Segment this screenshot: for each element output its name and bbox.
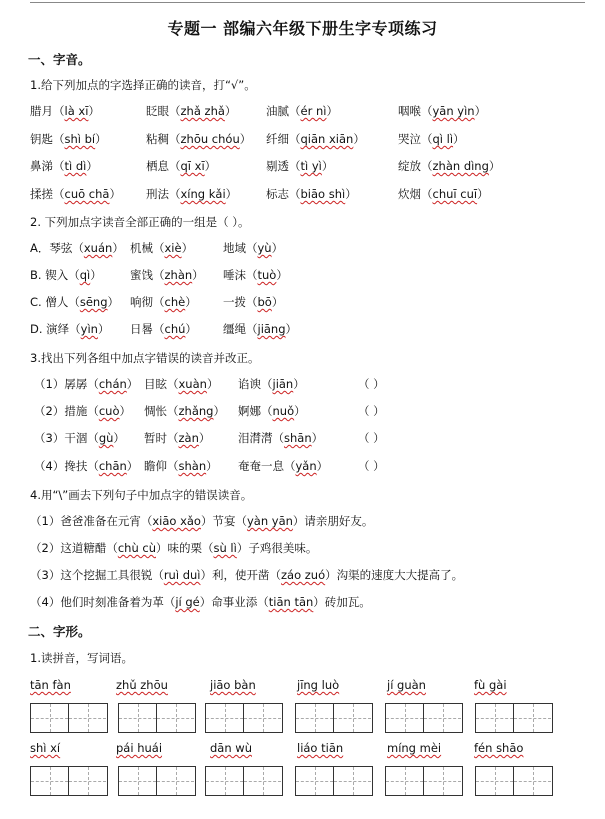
- paren: （: [53, 187, 65, 201]
- q1-item: [266, 103, 338, 119]
- word: 响彻: [130, 295, 153, 309]
- paren: ）: [86, 159, 98, 173]
- pinyin: tiān tān: [268, 595, 314, 609]
- q3-item: [238, 458, 328, 474]
- paren: ）: [453, 132, 465, 146]
- paren: ）: [95, 132, 107, 146]
- paren: ）: [204, 159, 217, 173]
- paren: （: [87, 459, 99, 473]
- text: （2）这道糖醋（: [30, 541, 118, 555]
- word: 缰绳: [223, 322, 246, 336]
- paren: ）: [185, 295, 197, 309]
- paren: （: [261, 377, 273, 391]
- pinyin: xíng kǎi: [180, 187, 226, 201]
- q1-item: [30, 103, 100, 119]
- word: 婀娜: [238, 404, 261, 418]
- pinyin: qī xī: [180, 159, 205, 173]
- word: 目眩: [144, 377, 167, 391]
- tian-cell[interactable]: [206, 704, 244, 732]
- q2-item: [130, 267, 204, 283]
- paren: （: [153, 268, 165, 282]
- word: 惆怅: [144, 404, 167, 418]
- paren: ）: [126, 459, 139, 473]
- paren: （: [153, 322, 165, 336]
- paren: （: [167, 431, 179, 445]
- q2-item: [223, 294, 283, 310]
- paren: ）: [198, 431, 211, 445]
- pinyin: záo zuó: [280, 568, 326, 582]
- pinyin: tì dì: [64, 159, 87, 173]
- word: D. 演绎: [30, 322, 70, 336]
- tian-cell[interactable]: [296, 767, 334, 795]
- q2-item: [130, 321, 197, 337]
- word: 地域: [223, 241, 246, 255]
- word: 标志: [266, 187, 289, 201]
- word: 唾沫: [223, 268, 246, 282]
- paren: （: [69, 322, 81, 336]
- tian-cell[interactable]: [514, 704, 551, 732]
- header-rule: [30, 2, 585, 3]
- pinyin-prompt: fén shāo: [474, 741, 524, 755]
- pinyin: chè: [164, 295, 186, 309]
- word: 腊月: [30, 104, 53, 118]
- paren: （: [169, 104, 181, 118]
- paren: ）: [285, 322, 298, 336]
- pinyin: yǎn: [295, 459, 317, 473]
- pinyin: chuī cuī: [432, 187, 478, 201]
- q1-item: [30, 158, 98, 174]
- tian-grid-box[interactable]: [118, 703, 196, 733]
- section-heading-characters: 二、字形。: [28, 624, 91, 639]
- word: （3）干涸: [34, 431, 88, 445]
- paren: ）: [225, 187, 238, 201]
- paren: ）: [88, 104, 100, 118]
- q2-item: [223, 267, 288, 283]
- word: A．琴弦: [30, 241, 73, 255]
- word: 泪潸潸: [238, 431, 273, 445]
- paren: ）: [224, 104, 237, 118]
- paren: ）: [185, 322, 197, 336]
- paren: ）: [126, 377, 139, 391]
- tian-grid-box[interactable]: [205, 766, 283, 796]
- text: （1）爸爸准备在元宵（: [30, 514, 153, 528]
- question-2-prompt: 2. 下列加点字读音全部正确的一组是（ ）。: [30, 215, 250, 229]
- q1-item: [266, 186, 357, 202]
- paren: ）: [488, 159, 501, 173]
- text: ）请亲朋好友。: [292, 514, 374, 528]
- word: B. 锲入: [30, 268, 69, 282]
- paren: （: [284, 459, 296, 473]
- paren: ）: [271, 241, 284, 255]
- answer-blank[interactable]: （ ）: [358, 431, 385, 445]
- paren: （: [421, 159, 433, 173]
- paren: （: [261, 404, 273, 418]
- q1-item: [266, 131, 365, 147]
- q3-item: [34, 376, 138, 392]
- pinyin: gù: [98, 431, 114, 445]
- paren: （: [53, 132, 65, 146]
- pinyin: zhàn: [164, 268, 193, 282]
- tian-cell[interactable]: [157, 704, 194, 732]
- tian-cell[interactable]: [386, 767, 424, 795]
- tian-cell[interactable]: [244, 767, 281, 795]
- word: 一拨: [223, 295, 246, 309]
- word: （1）孱孱: [34, 377, 88, 391]
- tian-grid-box[interactable]: [295, 766, 373, 796]
- pinyin: chān: [98, 459, 127, 473]
- paren: ）: [181, 241, 194, 255]
- paren: ）: [345, 187, 357, 201]
- paren: （: [169, 187, 181, 201]
- paren: （: [68, 268, 80, 282]
- paren: （: [68, 295, 80, 309]
- text: （4）他们时刻准备着为革（: [30, 595, 176, 609]
- word: 揉搓: [30, 187, 53, 201]
- word: 粘稠: [146, 132, 169, 146]
- question-5-prompt: 1.读拼音，写词语。: [30, 651, 133, 665]
- tian-cell[interactable]: [476, 767, 514, 795]
- paren: ）: [271, 295, 284, 309]
- pinyin: qì lì: [432, 132, 454, 146]
- paren: （: [87, 377, 99, 391]
- tian-grid-box[interactable]: [30, 703, 108, 733]
- pinyin-prompt: míng mèi: [387, 741, 442, 755]
- paren: （: [272, 431, 284, 445]
- pinyin-prompt: pái huái: [116, 741, 163, 755]
- pinyin: sù lì: [213, 541, 237, 555]
- paren: ）: [239, 132, 252, 146]
- paren: （: [53, 159, 65, 173]
- pinyin: jiāng: [257, 322, 286, 336]
- question-3-prompt: 3.找出下列各组中加点字错误的读音并改正。: [30, 351, 260, 365]
- tian-grid-box[interactable]: [475, 703, 553, 733]
- paren: （: [246, 322, 258, 336]
- word: C. 僧人: [30, 295, 69, 309]
- sentence-text: [30, 540, 317, 556]
- paren: （: [289, 132, 301, 146]
- pinyin-prompt: tān fàn: [30, 678, 71, 692]
- text: ）子鸡很美味。: [236, 541, 318, 555]
- word: 蜜饯: [130, 268, 153, 282]
- paren: （: [421, 132, 433, 146]
- tian-cell[interactable]: [119, 704, 157, 732]
- pinyin: cuō chā: [64, 187, 110, 201]
- pinyin: xiāo xǎo: [152, 514, 201, 528]
- word: 眨眼: [146, 104, 169, 118]
- tian-grid-box[interactable]: [385, 766, 463, 796]
- word: 刑法: [146, 187, 169, 201]
- q1-item: [398, 103, 486, 119]
- q2-item: [130, 294, 197, 310]
- paren: ）: [107, 295, 119, 309]
- question-1-prompt: 1.给下列加点的字选择正确的读音，打“√”。: [30, 78, 256, 92]
- paren: ）: [477, 187, 489, 201]
- sentence-text: [30, 594, 371, 610]
- paren: （: [289, 159, 301, 173]
- pinyin: biāo shì: [300, 187, 346, 201]
- paren: （: [169, 132, 181, 146]
- paren: （: [87, 404, 99, 418]
- tian-cell[interactable]: [69, 704, 106, 732]
- answer-blank[interactable]: （ ）: [358, 459, 385, 473]
- pinyin: zhàn dìng: [432, 159, 489, 173]
- paren: （: [53, 104, 65, 118]
- paren: （: [72, 241, 84, 255]
- q1-item: [398, 186, 489, 202]
- paren: （: [246, 295, 258, 309]
- paren: （: [421, 187, 433, 201]
- word: 剔透: [266, 159, 289, 173]
- word: （4）搀扶: [34, 459, 88, 473]
- tian-cell[interactable]: [334, 767, 371, 795]
- answer-blank[interactable]: （ ）: [358, 377, 385, 391]
- text: ）节宴（: [200, 514, 247, 528]
- text: ）味的栗（: [156, 541, 214, 555]
- paren: ）: [321, 159, 334, 173]
- tian-grid-box[interactable]: [385, 703, 463, 733]
- word: 机械: [130, 241, 153, 255]
- tian-grid-box[interactable]: [205, 703, 283, 733]
- paren: ）: [353, 132, 365, 146]
- word: 炊烟: [398, 187, 421, 201]
- paren: ）: [213, 404, 225, 418]
- tian-cell[interactable]: [69, 767, 106, 795]
- tian-cell[interactable]: [476, 704, 514, 732]
- pinyin: là xī: [64, 104, 89, 118]
- q3-item: [238, 430, 323, 446]
- q3-item: [34, 430, 125, 446]
- paren: （: [167, 377, 179, 391]
- pinyin: chán: [98, 377, 127, 391]
- tian-cell[interactable]: [514, 767, 551, 795]
- q3-item: [238, 403, 306, 419]
- tian-cell[interactable]: [31, 767, 69, 795]
- q3-item: [144, 458, 218, 474]
- sentence-text: [30, 513, 373, 529]
- q1-item: [30, 186, 121, 202]
- pinyin: shān: [284, 431, 312, 445]
- text: ）沟渠的速度大大提高了。: [325, 568, 464, 582]
- q3-item: [238, 376, 305, 392]
- q3-item: [144, 430, 210, 446]
- pinyin: jiān: [272, 377, 294, 391]
- tian-cell[interactable]: [119, 767, 157, 795]
- q1-item: [398, 131, 465, 147]
- tian-cell[interactable]: [386, 704, 424, 732]
- q1-item: [30, 131, 107, 147]
- q2-item: [223, 240, 283, 256]
- tian-cell[interactable]: [334, 704, 371, 732]
- pinyin-prompt: shì xí: [30, 741, 61, 755]
- paren: ）: [294, 404, 306, 418]
- paren: （: [246, 241, 258, 255]
- paren: ）: [316, 459, 329, 473]
- pinyin: yù: [257, 241, 272, 255]
- tian-cell[interactable]: [31, 704, 69, 732]
- pinyin: zàn: [178, 431, 199, 445]
- pinyin-prompt: zhǔ zhōu: [116, 678, 168, 692]
- q2-item: [223, 321, 297, 337]
- word: 哭泣: [398, 132, 421, 146]
- paren: ）: [293, 377, 305, 391]
- word: 暂时: [144, 431, 167, 445]
- pinyin: xiè: [164, 241, 182, 255]
- q2-item: [30, 321, 109, 337]
- paren: ）: [206, 459, 218, 473]
- tian-cell[interactable]: [206, 767, 244, 795]
- tian-cell[interactable]: [296, 704, 334, 732]
- pinyin: yìn: [80, 322, 98, 336]
- page-title: 专题一 部编六年级下册生字专项练习: [167, 19, 438, 38]
- paren: （: [246, 268, 258, 282]
- q2-item: [30, 294, 119, 310]
- q3-item: [34, 458, 138, 474]
- pinyin: jí gé: [175, 595, 200, 609]
- q2-item: [30, 240, 124, 256]
- pinyin: shì bí: [64, 132, 96, 146]
- text: ）利，使开凿（: [200, 568, 281, 582]
- word: 谄谀: [238, 377, 261, 391]
- paren: （: [421, 104, 433, 118]
- pinyin: shàn: [178, 459, 207, 473]
- tian-grid-box[interactable]: [30, 766, 108, 796]
- question-4-prompt: 4.用“\”画去下列句子中加点字的错误读音。: [30, 488, 253, 502]
- text: （3）这个挖掘工具很锐（: [30, 568, 164, 582]
- q2-item: [30, 267, 102, 283]
- q3-item: [144, 403, 225, 419]
- word: 纤细: [266, 132, 289, 146]
- word: 栖息: [146, 159, 169, 173]
- q1-item: [146, 158, 216, 174]
- q1-item: [146, 103, 236, 119]
- word: 咽喉: [398, 104, 421, 118]
- tian-grid-box[interactable]: [295, 703, 373, 733]
- pinyin: qì: [79, 268, 91, 282]
- word: 钥匙: [30, 132, 53, 146]
- word: 日晷: [130, 322, 153, 336]
- pinyin: yàn yān: [246, 514, 293, 528]
- pinyin-prompt: fù gài: [474, 678, 507, 692]
- paren: （: [167, 404, 179, 418]
- word: 绽放: [398, 159, 421, 173]
- paren: ）: [113, 431, 125, 445]
- text: ）砖加瓦。: [313, 595, 371, 609]
- pinyin-prompt: jiāo bàn: [210, 678, 256, 692]
- paren: ）: [109, 187, 121, 201]
- pinyin: ér nì: [300, 104, 327, 118]
- pinyin: zhǎng: [178, 404, 214, 418]
- paren: ）: [276, 268, 288, 282]
- word: 奄奄一息: [238, 459, 284, 473]
- word: 瞻仰: [144, 459, 167, 473]
- pinyin: zhōu chóu: [180, 132, 240, 146]
- paren: （: [167, 459, 179, 473]
- tian-cell[interactable]: [157, 767, 194, 795]
- pinyin: cuò: [98, 404, 120, 418]
- pinyin: yān yìn: [432, 104, 475, 118]
- q1-item: [266, 158, 333, 174]
- q1-item: [146, 186, 237, 202]
- pinyin-prompt: liáo tiān: [297, 741, 344, 755]
- pinyin-prompt: dān wù: [210, 741, 252, 755]
- pinyin: tì yì: [300, 159, 322, 173]
- pinyin-prompt: jí guàn: [387, 678, 426, 692]
- paren: ）: [311, 431, 324, 445]
- q3-item: [144, 376, 218, 392]
- word: （2）措施: [34, 404, 88, 418]
- tian-grid-box[interactable]: [118, 766, 196, 796]
- tian-cell[interactable]: [244, 704, 281, 732]
- pinyin: nuǒ: [272, 404, 295, 418]
- word: 油腻: [266, 104, 289, 118]
- paren: （: [87, 431, 99, 445]
- text: ）命事业添（: [199, 595, 269, 609]
- paren: ）: [97, 322, 110, 336]
- pinyin: sēng: [79, 295, 108, 309]
- q2-item: [130, 240, 193, 256]
- paren: ）: [474, 104, 487, 118]
- pinyin: chú: [164, 322, 186, 336]
- tian-cell[interactable]: [424, 704, 461, 732]
- pinyin: xuán: [83, 241, 113, 255]
- pinyin: tuò: [257, 268, 277, 282]
- q1-item: [398, 158, 500, 174]
- q3-item: [34, 403, 131, 419]
- paren: ）: [119, 404, 131, 418]
- tian-grid-box[interactable]: [475, 766, 553, 796]
- answer-blank[interactable]: （ ）: [358, 404, 385, 418]
- paren: （: [169, 159, 181, 173]
- sentence-text: [30, 567, 463, 583]
- pinyin: chù cù: [117, 541, 156, 555]
- pinyin: qiān xiān: [300, 132, 354, 146]
- paren: （: [289, 104, 301, 118]
- paren: （: [153, 295, 165, 309]
- paren: ）: [192, 268, 204, 282]
- paren: （: [153, 241, 165, 255]
- paren: （: [289, 187, 301, 201]
- pinyin: ruì duì: [163, 568, 201, 582]
- paren: ）: [112, 241, 124, 255]
- section-heading-pronunciation: 一、字音。: [28, 52, 91, 67]
- pinyin: bō: [257, 295, 272, 309]
- pinyin-prompt: jīng luò: [297, 678, 340, 692]
- tian-cell[interactable]: [424, 767, 461, 795]
- paren: ）: [326, 104, 338, 118]
- pinyin: xuàn: [178, 377, 207, 391]
- paren: ）: [90, 268, 102, 282]
- word: 鼻涕: [30, 159, 53, 173]
- q1-item: [146, 131, 251, 147]
- paren: ）: [206, 377, 219, 391]
- pinyin: zhǎ zhǎ: [180, 104, 225, 118]
